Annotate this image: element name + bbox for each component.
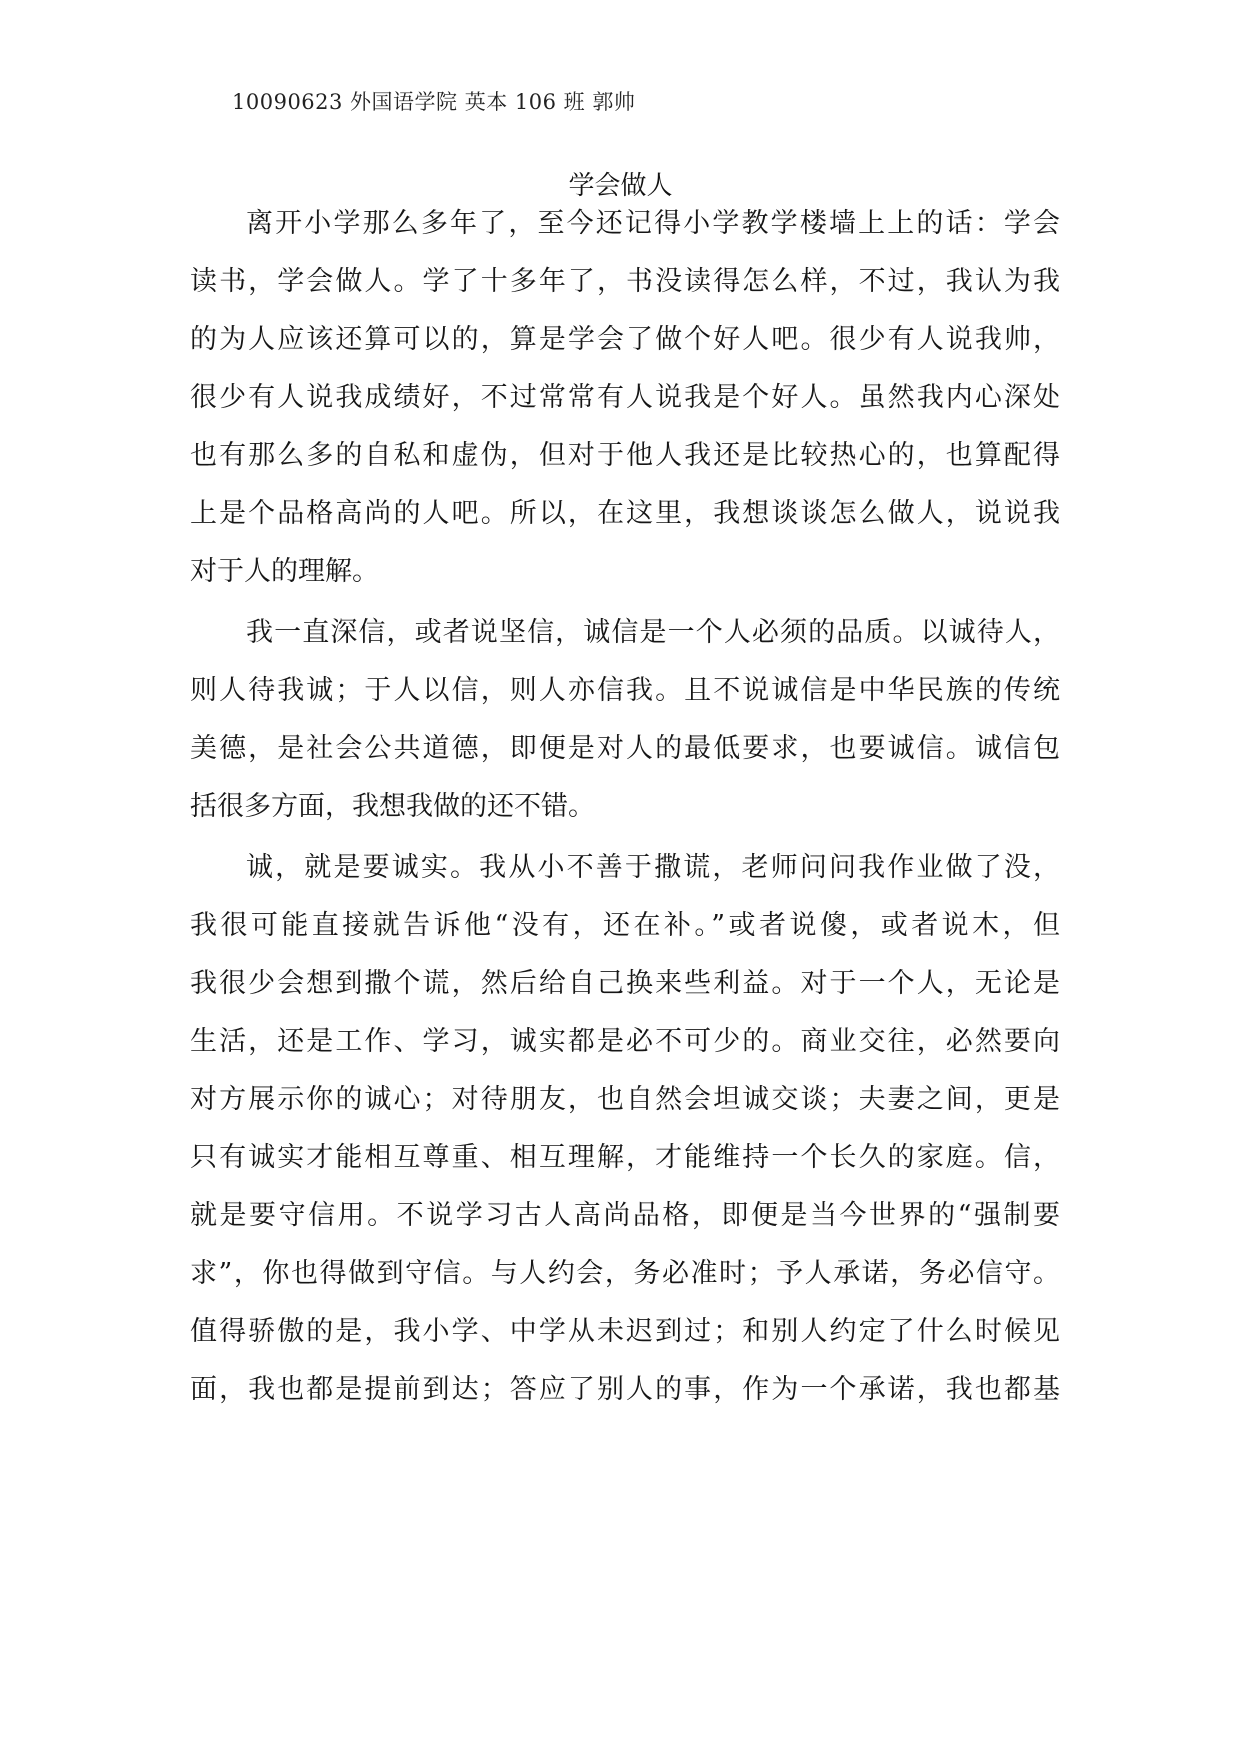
paragraph-line: 诚，就是要诚实。我从小不善于撒谎，老师问问我作业做了没， [246,852,1060,883]
paragraph-line: 的为人应该还算可以的，算是学会了做个好人吧。很少有人说我帅， [190,324,1060,355]
paragraph-line: 上是个品格高尚的人吧。所以，在这里，我想谈谈怎么做人，说说我 [190,498,1060,529]
paragraph-line: 生活，还是工作、学习，诚实都是必不可少的。商业交往，必然要向 [190,1026,1060,1057]
paragraph-line: 很少有人说我成绩好，不过常常有人说我是个好人。虽然我内心深处 [190,382,1060,413]
paragraph-line: 我一直深信，或者说坚信，诚信是一个人必须的品质。以诚待人， [246,617,1060,648]
paragraph-line: 括很多方面，我想我做的还不错。 [190,791,595,822]
paragraph-line: 只有诚实才能相互尊重、相互理解，才能维持一个长久的家庭。信， [190,1142,1060,1173]
paragraph-line: 值得骄傲的是，我小学、中学从未迟到过；和别人约定了什么时候见 [190,1316,1060,1347]
paragraph-line: 面，我也都是提前到达；答应了别人的事，作为一个承诺，我也都基 [190,1374,1060,1405]
document-title: 学会做人 [568,171,673,201]
paragraph-line: 求”，你也得做到守信。与人约会，务必准时；予人承诺，务必信守。 [190,1258,1060,1289]
paragraph-line: 美德，是社会公共道德，即便是对人的最低要求，也要诚信。诚信包 [190,733,1060,764]
paragraph-line: 就是要守信用。不说学习古人高尚品格，即便是当今世界的“强制要 [190,1200,1060,1231]
author-info-line: 10090623 外国语学院 英本 106 班 郭帅 [232,90,636,114]
paragraph-line: 我很可能直接就告诉他“没有，还在补。”或者说傻，或者说木，但 [190,910,1060,941]
paragraph-line: 则人待我诚；于人以信，则人亦信我。且不说诚信是中华民族的传统 [190,675,1060,706]
paragraph-line: 读书，学会做人。学了十多年了，书没读得怎么样，不过，我认为我 [190,266,1060,297]
paragraph-line: 离开小学那么多年了，至今还记得小学教学楼墙上上的话：学会 [246,208,1060,239]
paragraph-line: 对于人的理解。 [190,556,379,587]
paragraph-line: 对方展示你的诚心；对待朋友，也自然会坦诚交谈；夫妻之间，更是 [190,1084,1060,1115]
paragraph-line: 也有那么多的自私和虚伪，但对于他人我还是比较热心的，也算配得 [190,440,1060,471]
paragraph-line: 我很少会想到撒个谎，然后给自己换来些利益。对于一个人，无论是 [190,968,1060,999]
